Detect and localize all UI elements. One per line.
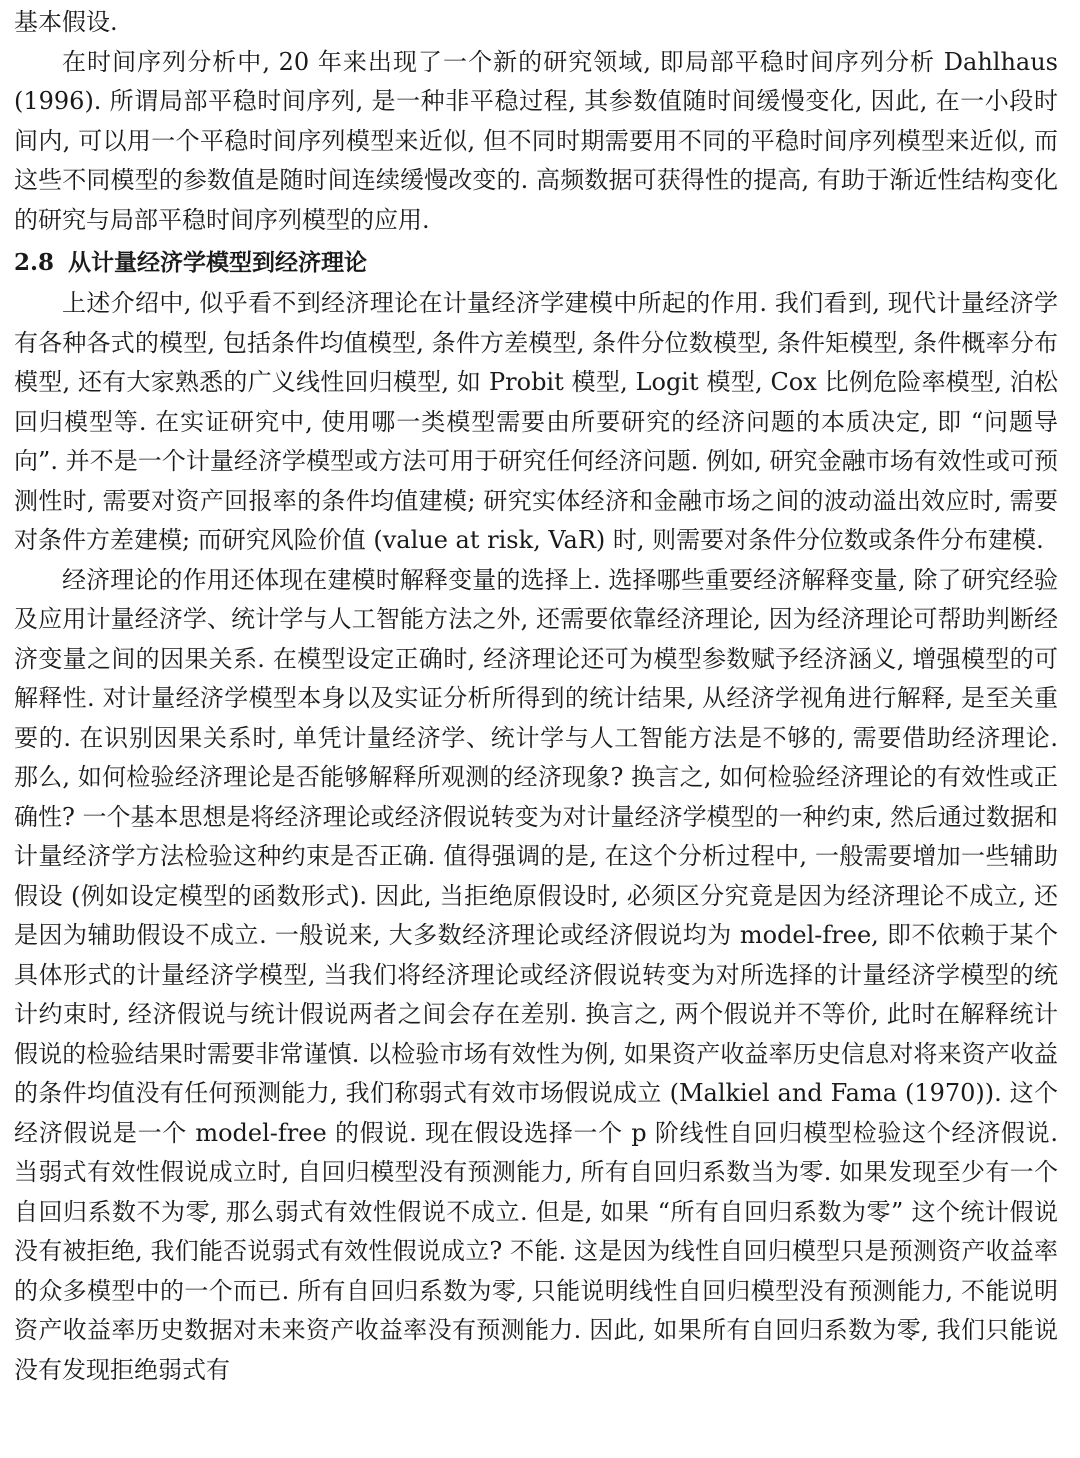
top-fragment: 基本假设.: [14, 8, 118, 36]
section-heading: [14, 244, 1058, 282]
section-number: 2.8: [14, 249, 55, 276]
section-title: 从计量经济学模型到经济理论: [68, 250, 367, 276]
paragraph-economic-theory: 经济理论的作用还体现在建模时解释变量的选择上. 选择哪些重要经济解释变量, 除了研究经验及应用计量经济学、统计学与人工智能方法之外, 还需要依靠经济理论, 因为经济理论可帮助判断经济变量之间的因果关系. 在模型设定正确时, 经济理论还可为模型参数赋予经济涵义, 增强模型的可解释性. 对计量经济学模型本身以及实证分析所得到的统计结果, 从经济学视角进行解释, 是至关重要的. 在识别因果关系时, 单凭计量经济学、统计学与人工智能方法是不够的, 需要借助经济理论. 那么, 如何检验经济理论是否能够解释所观测的经济现象? 换言之, 如何检验经济理论的有效性或正确性? 一个基本思想是将经济理论或经济假说转变为对计量经济学模型的一种约束, 然后通过数据和计量经济学方法检验这种约束是否正确. 值得强调的是, 在这个分析过程中, 一般需要增加一些辅助假设 (例如设定模型的函数形式). 因此, 当拒绝原假设时, 必须区分究竟是因为经济理论不成立, 还是因为辅助假设不成立. 一般说来, 大多数经济理论或经济假说均为 model-free, 即不依赖于某个具体形式的计量经济学模型, 当我们将经济理论或经济假说转变为对所选择的计量经济学模型的统计约束时, 经济假说与统计假说两者之间会存在差别. 换言之, 两个假说并不等价, 此时在解释统计假说的检验结果时需要非常谨慎. 以检验市场有效性为例, 如果资产收益率历史信息对将来资产收益的条件均值没有任何预测能力, 我们称弱式有效市场假说成立 (Malkiel and Fama (1970)). 这个经济假说是一个 model-free 的假说. 现在假设选择一个 p 阶线性自回归模型检验这个经济假说. 当弱式有效性假说成立时, 自回归模型没有预测能力, 所有自回归系数当为零. 如果发现至少有一个自回归系数不为零, 那么弱式有效性假说不成立. 但是, 如果 “所有自回归系数为零” 这个统计假说没有被拒绝, 我们能否说弱式有效性假说成立? 不能. 这是因为线性自回归模型只是预测资产收益率的众多模型中的一个而已. 所有自回归系数为零, 只能说明线性自回归模型没有预测能力, 不能说明资产收益率历史数据对未来资产收益率没有预测能力. 因此, 如果所有自回归系数为零, 我们只能说没有发现拒绝弱式有: [14, 565, 1058, 1384]
document-page: [14, 0, 1058, 1458]
paragraph-model-types: 上述介绍中, 似乎看不到经济理论在计量经济学建模中所起的作用. 我们看到, 现代计量经济学有各种各式的模型, 包括条件均值模型, 条件方差模型, 条件分位数模型, 条件矩模型, 条件概率分布模型, 还有大家熟悉的广义线性回归模型, 如 Probit 模型, Logit 模型, Cox 比例危险率模型, 泊松回归模型等. 在实证研究中, 使用哪一类模型需要由所要研究的经济问题的本质决定, 即 “问题导向”. 并不是一个计量经济学模型或方法可用于研究任何经济问题. 例如, 研究金融市场有效性或可预测性时, 需要对资产回报率的条件均值建模; 研究实体经济和金融市场之间的波动溢出效应时, 需要对条件方差建模; 而研究风险价值 (value at risk, VaR) 时, 则需要对条件分位数或条件分布建模.: [14, 289, 1058, 554]
paragraph-local-stationary: 在时间序列分析中, 20 年来出现了一个新的研究领域, 即局部平稳时间序列分析 Dahlhaus (1996). 所谓局部平稳时间序列, 是一种非平稳过程, 其参数值随时间缓慢变化, 因此, 在一小段时间内, 可以用一个平稳时间序列模型来近似, 但不同时期需要用不同的平稳时间序列模型来近似, 而这些不同模型的参数值是随时间连续缓慢改变的. 高频数据可获得性的提高, 有助于渐近性结构变化的研究与局部平稳时间序列模型的应用.: [14, 47, 1058, 234]
